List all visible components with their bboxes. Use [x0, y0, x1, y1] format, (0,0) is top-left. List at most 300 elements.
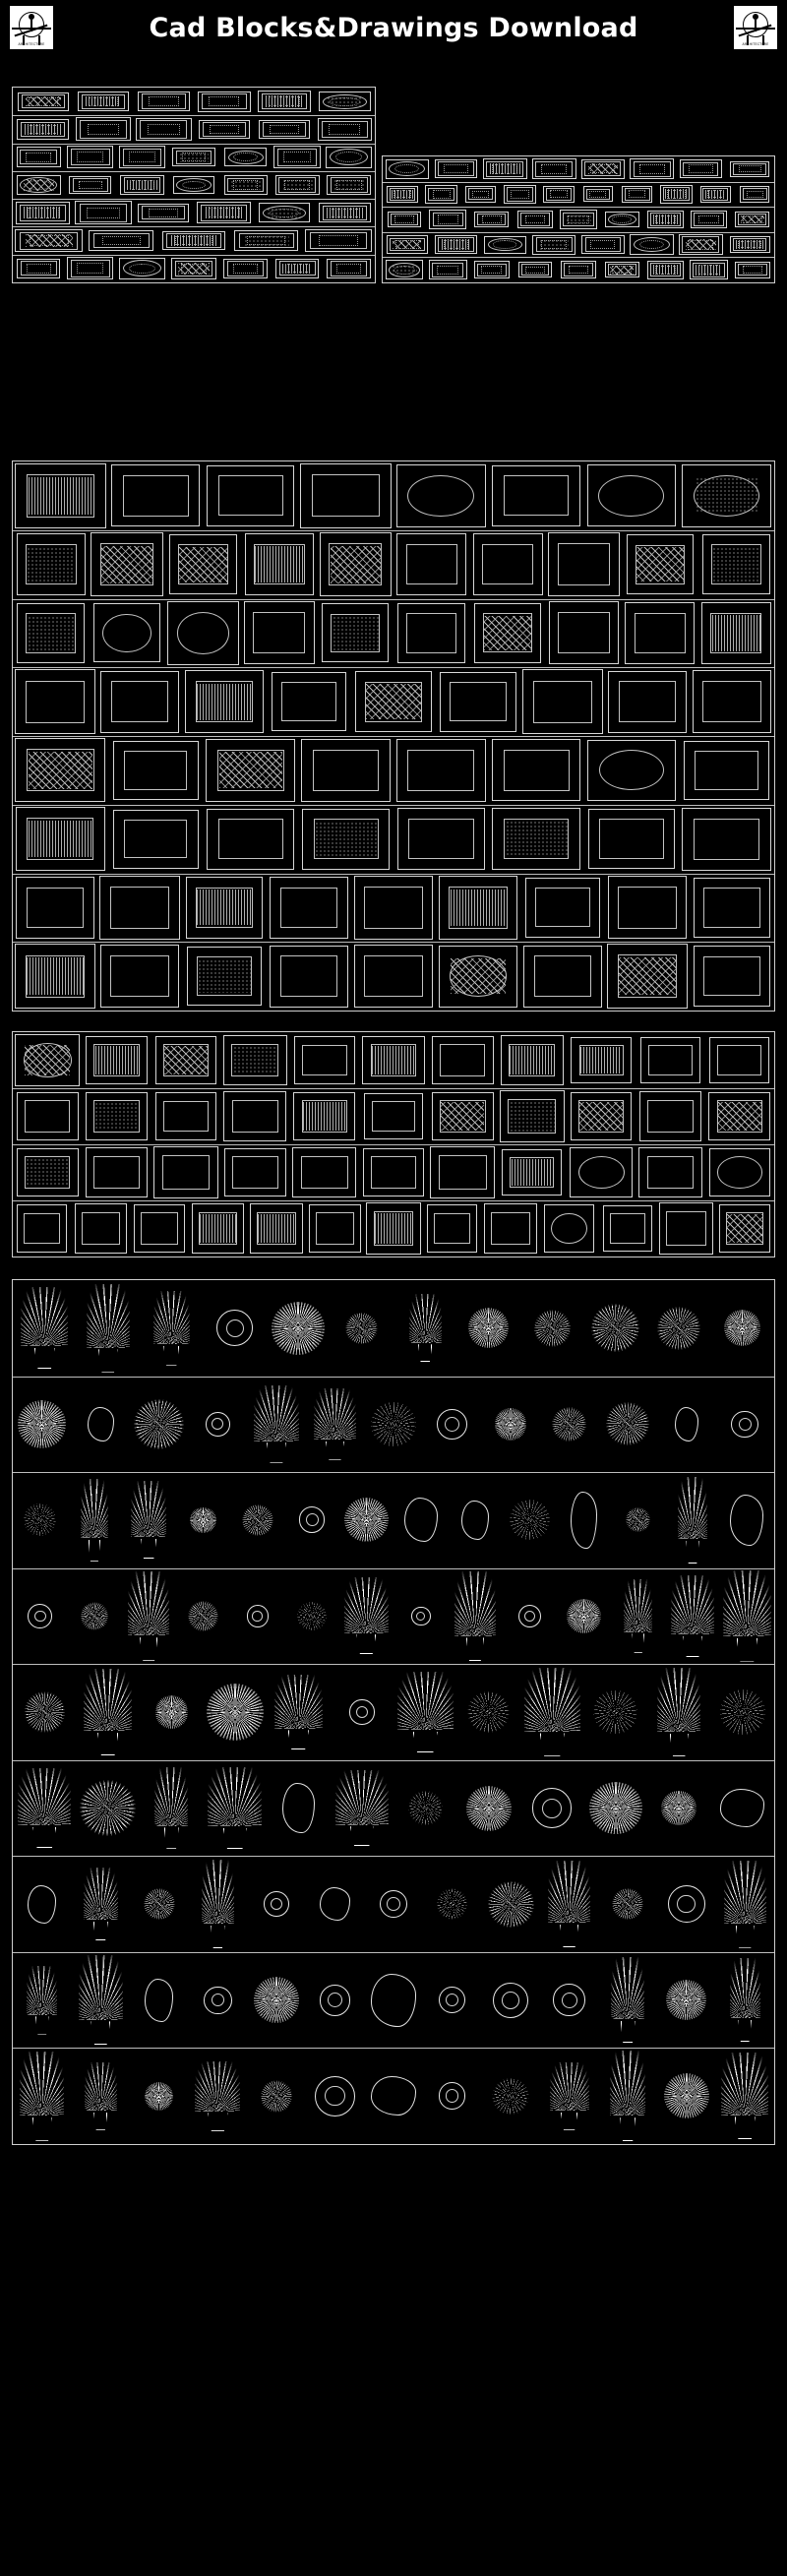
block-hatch [26, 96, 61, 106]
stone-block [461, 1501, 488, 1540]
sheet-divider [13, 805, 774, 806]
plant-pot [621, 2021, 636, 2044]
block-hatch [686, 239, 716, 251]
block-hatch [230, 180, 260, 191]
plant-foliage [84, 1868, 118, 1920]
stone-block [371, 2076, 417, 2116]
cad-block [319, 92, 371, 111]
shrub-ring-block [532, 1788, 572, 1827]
cad-block [138, 92, 191, 112]
cad-block [270, 946, 347, 1008]
cad-block [709, 1148, 770, 1196]
cad-block [309, 1204, 360, 1254]
plant-pot [267, 1442, 286, 1462]
cad-block [492, 465, 579, 526]
plant-pot [93, 2113, 107, 2130]
cad-block [302, 809, 390, 870]
stone-block [730, 1495, 763, 1546]
sheet-divider [13, 1568, 774, 1569]
shrub-ring-block [411, 1607, 431, 1626]
cad-block [173, 176, 215, 194]
cad-block [223, 1091, 286, 1141]
potted-plant-block [21, 1287, 68, 1369]
cad-block [429, 260, 466, 279]
potted-plant-block [27, 1966, 57, 2035]
plant-pot [560, 1925, 578, 1947]
block-hatch [101, 546, 151, 583]
cad-block [427, 1204, 477, 1252]
cad-block [169, 534, 237, 595]
cad-block [432, 1092, 494, 1141]
shrub-ring-block [493, 1983, 528, 2018]
block-hatch [179, 153, 209, 162]
plant-symbol-block [80, 1780, 136, 1836]
block-hatch [258, 1214, 294, 1244]
sheet-divider [13, 1088, 774, 1089]
cad-block [100, 671, 178, 733]
plant-symbol-block [437, 1888, 468, 1920]
shrub-ring-block [731, 1411, 758, 1439]
plant-symbol-block [466, 1786, 512, 1831]
cad-block [587, 464, 676, 526]
block-hatch [200, 1214, 236, 1243]
sheet-divider [13, 1377, 774, 1378]
plant-foliage [18, 1768, 71, 1826]
cad-block [15, 229, 83, 252]
plant-pot [738, 2020, 752, 2042]
sheet-divider [13, 226, 375, 227]
cad-block [138, 204, 189, 222]
block-hatch [653, 215, 678, 224]
plant-pot [620, 2117, 636, 2141]
plant-foliage [624, 1579, 652, 1632]
potted-plant-block [20, 2052, 64, 2141]
sheet-divider [13, 1664, 774, 1665]
plant-symbol-block [207, 1684, 264, 1741]
cad-block [100, 945, 179, 1008]
cad-block [76, 117, 132, 141]
cad-block [17, 1204, 67, 1253]
cad-block [185, 670, 264, 732]
plant-pot [97, 1733, 118, 1755]
cad-block [483, 158, 527, 179]
plant-pot [356, 1634, 376, 1654]
cad-block [473, 533, 543, 595]
block-hatch [27, 957, 83, 995]
block-hatch [327, 96, 362, 107]
plant-symbol-block [254, 1977, 300, 2023]
plant-foliage [611, 1957, 644, 2019]
block-hatch [506, 821, 568, 856]
plant-foliage [20, 2052, 64, 2116]
cad-block [543, 186, 575, 204]
cad-block [682, 808, 771, 871]
plant-symbol-block [661, 1791, 696, 1826]
stone-block [404, 1498, 438, 1542]
plant-pot [141, 1539, 156, 1560]
plant-pot [418, 1344, 432, 1362]
shrub-ring-block [437, 1409, 467, 1440]
block-hatch [233, 1046, 277, 1075]
cad-block [153, 1146, 218, 1198]
block-hatch [372, 1046, 415, 1074]
cad-block [192, 1203, 244, 1253]
cad-block [735, 212, 769, 227]
block-hatch [327, 208, 363, 218]
cad-block [18, 92, 69, 111]
potted-plant-block [79, 1955, 123, 2045]
shrub-ring-block [553, 1984, 585, 2016]
plant-pot [223, 1828, 247, 1850]
cad-block [561, 261, 597, 278]
potted-plant-block [721, 2053, 768, 2139]
cad-block [432, 1036, 494, 1084]
block-hatch [610, 266, 634, 275]
plant-foliage [610, 2051, 645, 2116]
sheet-divider [13, 2048, 774, 2049]
plant-foliage [21, 1287, 68, 1346]
sheet-divider [13, 942, 774, 943]
plant-pot [164, 1827, 179, 1848]
block-hatch [588, 163, 618, 174]
potted-plant-block [87, 1284, 130, 1373]
cad-block [17, 119, 69, 139]
cad-block [258, 91, 312, 112]
shrub-ring-block [320, 1985, 351, 2016]
cad-sheet-bed-plans[interactable] [12, 87, 376, 283]
cad-block [199, 120, 250, 139]
cad-block [275, 259, 319, 278]
cad-block [86, 1036, 148, 1085]
cad-block [647, 211, 684, 228]
potted-plant-block [85, 2062, 117, 2130]
cad-block [223, 1035, 287, 1085]
cad-block [694, 878, 770, 939]
cad-block [517, 211, 553, 228]
cad-block [502, 1149, 562, 1196]
block-hatch [179, 547, 226, 583]
cad-block [532, 235, 575, 255]
cad-block [694, 946, 770, 1007]
plant-symbol-block [567, 1599, 601, 1633]
plant-foliage [550, 2062, 589, 2112]
plant-symbol-block [81, 1602, 108, 1629]
cad-block [719, 1204, 770, 1253]
block-hatch [86, 96, 122, 107]
plant-pot [98, 1349, 118, 1372]
cad-block [693, 670, 771, 733]
plant-symbol-block [144, 1888, 174, 1919]
potted-plant-block [610, 2051, 645, 2141]
potted-plant-block [84, 1868, 118, 1940]
shrub-ring-block [204, 1987, 231, 2014]
cad-block [702, 534, 770, 594]
block-hatch [29, 821, 92, 858]
sheet-divider [13, 1200, 774, 1201]
cad-block [474, 212, 509, 228]
shrub-ring-block [439, 1987, 465, 2013]
stone-block [675, 1407, 698, 1441]
cad-block [259, 120, 311, 140]
plant-symbol-block [589, 1782, 642, 1835]
cad-block [234, 230, 299, 250]
cad-block [197, 202, 251, 223]
cad-block [270, 877, 348, 939]
cad-block [605, 212, 639, 227]
cad-block [465, 186, 496, 202]
cad-sheet-sofa-sets[interactable] [12, 460, 775, 1012]
cad-block [250, 1203, 303, 1254]
block-hatch [712, 547, 759, 583]
cad-block [588, 809, 675, 869]
plant-foliage [730, 1958, 760, 2018]
cad-block [15, 1034, 80, 1086]
plant-pot [32, 1827, 56, 1848]
cad-block [198, 92, 251, 112]
shrub-ring-block [264, 1891, 289, 1917]
cad-block [638, 1147, 701, 1197]
shrub-ring-block [216, 1310, 253, 1346]
cad-block [207, 465, 294, 526]
cad-block [630, 158, 674, 179]
block-hatch [451, 958, 506, 995]
cad-block [224, 1148, 286, 1197]
plant-symbol-block [345, 1313, 378, 1345]
plant-pot [288, 1730, 309, 1749]
cad-block [300, 463, 391, 527]
plant-symbol-block [190, 1507, 216, 1534]
cad-block [187, 947, 262, 1006]
shrub-ring-block [518, 1605, 541, 1627]
plant-symbol-block [552, 1407, 586, 1441]
plant-foliage [79, 1955, 123, 2019]
cad-sheet-curtains[interactable] [12, 1031, 775, 1257]
cad-block [17, 603, 85, 663]
cad-block [319, 203, 371, 222]
page-title: Cad Blocks&Drawings Download [149, 12, 638, 43]
plant-foliage [254, 1385, 298, 1441]
cad-block [607, 944, 688, 1009]
block-hatch [510, 1101, 555, 1131]
cad-block [120, 175, 163, 195]
cad-block [429, 210, 466, 228]
block-hatch [442, 239, 471, 250]
cad-block [293, 1092, 355, 1140]
cad-block [272, 672, 346, 731]
block-hatch [653, 265, 679, 275]
cad-block [86, 1147, 149, 1196]
shrub-ring-block [315, 2076, 355, 2116]
cad-block [549, 601, 620, 664]
plant-foliage [81, 1479, 108, 1538]
cad-block [354, 876, 434, 939]
cad-block [548, 532, 620, 596]
cad-block [500, 1090, 565, 1142]
cad-block [364, 1093, 424, 1139]
cad-block [355, 671, 433, 732]
block-hatch [736, 240, 763, 249]
sheet-divider [13, 199, 375, 200]
cad-block [439, 946, 516, 1008]
cad-block [387, 235, 429, 253]
cad-block [320, 532, 392, 597]
cad-block [15, 738, 105, 802]
plant-pot [35, 2016, 49, 2034]
stone-block [320, 1887, 350, 1921]
cad-block [17, 1092, 79, 1141]
block-hatch [29, 477, 92, 515]
cad-block [560, 210, 597, 228]
plant-symbol-block [534, 1310, 571, 1346]
shrub-ring-block [28, 1604, 52, 1628]
potted-plant-block [524, 1668, 580, 1755]
plant-symbol-block [720, 1689, 765, 1735]
cad-block [608, 876, 687, 939]
block-hatch [94, 1102, 138, 1131]
block-hatch [244, 235, 289, 246]
cad-block [167, 601, 239, 665]
potted-plant-block [153, 1291, 190, 1366]
block-hatch [718, 1102, 761, 1130]
shrub-ring-block [206, 1412, 230, 1437]
block-hatch [282, 179, 313, 190]
plant-pot [540, 1733, 565, 1755]
page-header [0, 0, 787, 55]
sheet-divider [383, 257, 774, 258]
potted-plant-block [195, 2061, 240, 2131]
block-hatch [26, 234, 73, 247]
block-hatch [315, 822, 377, 857]
cad-block [244, 601, 314, 664]
plant-foliage [154, 1767, 188, 1825]
cad-block [571, 1037, 631, 1084]
block-hatch [696, 477, 758, 514]
cad-block [99, 876, 180, 941]
cad-block [570, 1147, 633, 1197]
cad-block [639, 1091, 701, 1140]
potted-plant-block [724, 1861, 766, 1948]
sheet-divider [383, 182, 774, 183]
cad-block [627, 534, 694, 594]
plant-pot [737, 1638, 758, 1662]
cad-block [386, 260, 423, 279]
plant-pot [670, 1734, 689, 1756]
cad-block [89, 230, 153, 251]
plant-pot [163, 1346, 179, 1366]
cad-block [366, 1202, 420, 1255]
cad-block [701, 602, 771, 664]
block-hatch [331, 546, 381, 583]
plant-foliage [409, 1294, 442, 1343]
potted-plant-block [254, 1385, 298, 1463]
plant-symbol-block [371, 1402, 415, 1446]
stone-block [145, 1979, 173, 2022]
plant-symbol-block [612, 1888, 643, 1920]
plant-pot [326, 1441, 344, 1460]
stone-block [571, 1492, 596, 1549]
potted-plant-block [723, 1570, 771, 1661]
cad-block [15, 944, 95, 1009]
block-hatch [29, 752, 92, 789]
block-hatch [539, 239, 569, 250]
cad-block [430, 1146, 495, 1198]
cad-block [396, 464, 486, 527]
cad-block [186, 877, 264, 938]
cad-block [425, 185, 457, 203]
block-hatch [712, 615, 760, 651]
shrub-ring-block [299, 1506, 326, 1533]
plant-symbol-block [25, 1691, 65, 1732]
cad-block [397, 603, 465, 663]
plant-foliage [202, 1860, 234, 1924]
cad-block [322, 603, 389, 662]
cad-block [484, 1203, 537, 1255]
block-hatch [266, 95, 303, 107]
cad-block [75, 201, 131, 224]
plant-symbol-block [24, 1503, 56, 1536]
potted-plant-block [81, 1479, 108, 1562]
cad-sheet-plants[interactable] [12, 1279, 775, 2145]
block-hatch [127, 180, 157, 191]
block-hatch [267, 208, 303, 218]
cad-block [326, 147, 372, 168]
block-hatch [619, 957, 676, 995]
cad-block [730, 161, 769, 177]
cad-block [474, 603, 541, 662]
cad-block [435, 159, 478, 178]
cad-block [67, 146, 113, 168]
plant-foliage [128, 1571, 169, 1635]
cad-sheet-misc-symbols[interactable] [382, 155, 775, 283]
cad-block [259, 203, 311, 222]
cad-block [93, 603, 160, 662]
cad-block [544, 1204, 594, 1252]
cad-block [625, 602, 695, 664]
cad-block [327, 259, 371, 278]
cad-block [113, 810, 199, 869]
cad-block [363, 1148, 425, 1196]
cad-block [583, 186, 613, 202]
plant-foliage [314, 1388, 356, 1440]
plant-foliage [678, 1477, 707, 1540]
cad-block [327, 175, 371, 196]
cad-block [362, 1036, 424, 1085]
plant-foliage [274, 1675, 323, 1729]
plant-foliage [335, 1770, 389, 1825]
block-hatch [579, 1102, 623, 1130]
sheet-divider [13, 667, 774, 668]
block-hatch [392, 265, 417, 276]
block-hatch [441, 1102, 484, 1131]
block-hatch [164, 1046, 208, 1073]
cad-block [740, 186, 769, 202]
plant-symbol-block [488, 1881, 534, 1928]
cad-block [532, 158, 576, 179]
cad-block [172, 148, 214, 166]
plant-foliage [397, 1672, 454, 1731]
block-hatch [451, 889, 507, 927]
cad-block [396, 739, 487, 803]
cad-block [682, 464, 771, 527]
plant-symbol-block [593, 1690, 637, 1735]
plant-pot [93, 1922, 108, 1940]
cad-block [388, 212, 421, 227]
plant-foliage [153, 1291, 190, 1344]
plant-symbol-block [261, 2080, 293, 2113]
block-hatch [665, 189, 687, 199]
plant-symbol-block [664, 2073, 709, 2118]
cad-block [647, 261, 685, 279]
